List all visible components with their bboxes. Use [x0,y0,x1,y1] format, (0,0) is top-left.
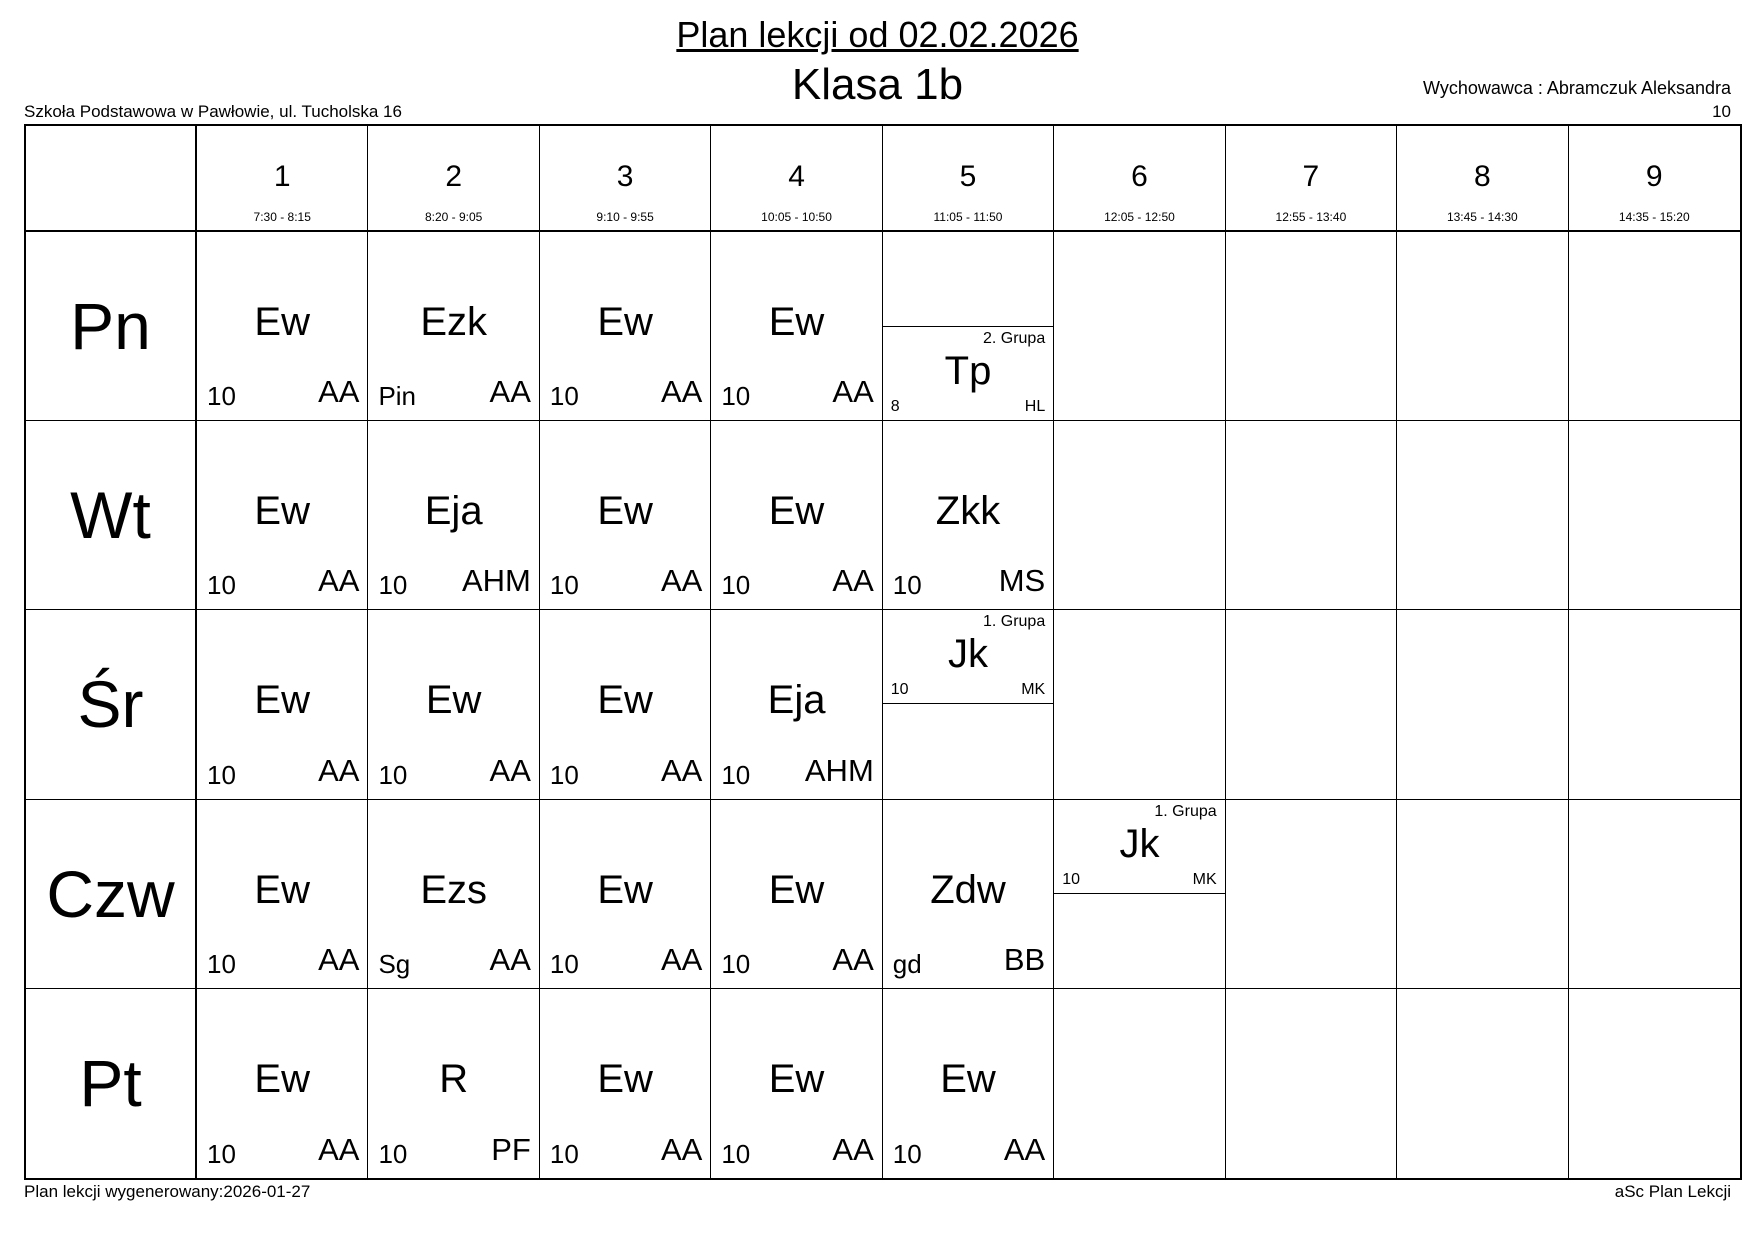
lesson-cell [1054,610,1225,799]
period-number: 6 [1131,160,1148,193]
teacher: AA [318,563,360,599]
teacher: AA [318,1131,360,1167]
room: 10 [207,948,236,979]
lesson-cell [1226,800,1397,989]
room: 10 [207,1138,236,1169]
period-header [1054,126,1225,232]
teacher: HL [1024,398,1046,416]
lesson-cell[interactable] [883,989,1054,1178]
subject: Ew [597,1056,653,1101]
room: 10 [721,1138,751,1169]
homeroom-teacher: Wychowawca : Abramczuk Aleksandra [1423,78,1731,98]
teacher: PF [491,1131,531,1167]
lesson-cell[interactable] [883,610,1054,799]
teacher: AA [318,941,360,977]
school-name: Szkoła Podstawowa w Pawłowie, ul. Tucholska 16 [24,102,402,121]
timetable-grid [24,124,1742,1180]
day-name: Czw [46,856,175,931]
room: 10 [378,570,408,601]
subject: Zdw [930,867,1006,912]
teacher: AA [660,941,703,977]
teacher: AA [489,752,531,788]
room: 10 [890,681,909,699]
subject: Ew [254,1056,310,1101]
lesson-cell [1569,421,1740,610]
period-header [368,126,539,232]
lesson-cell[interactable] [368,800,539,989]
room: 10 [207,570,236,601]
room: 10 [721,570,751,601]
period-time: 7:30 - 8:15 [253,210,311,224]
lesson-cell[interactable] [711,800,882,989]
room: 10 [378,1138,408,1169]
subject: R [439,1056,469,1101]
lesson-cell [1397,800,1568,989]
lesson-cell[interactable] [197,232,368,421]
teacher: AA [660,1131,703,1167]
lesson-cell [1054,989,1225,1178]
period-number: 9 [1645,160,1663,193]
subject: Ew [768,489,825,534]
subject: Ew [597,489,653,534]
lesson-cell [1397,989,1568,1178]
lesson-cell [1054,232,1225,421]
subject: Ew [597,678,653,723]
lesson-cell [1397,421,1568,610]
subject: Ew [254,867,310,912]
room: 10 [721,948,751,979]
teacher: AA [660,563,703,599]
lesson-cell[interactable] [711,421,882,610]
period-time: 14:35 - 15:20 [1618,210,1690,224]
page-title: Plan lekcji od 02.02.2026 [676,14,1079,55]
subject: Tp [944,349,992,394]
teacher: AA [660,374,703,410]
subject: Eja [424,489,483,534]
period-time: 13:45 - 14:30 [1446,210,1518,224]
period-header [1569,126,1740,232]
teacher: AA [832,941,874,977]
room: 10 [549,570,579,601]
group-lesson[interactable] [1054,800,1224,894]
lesson-cell[interactable] [883,800,1054,989]
period-number: 2 [445,160,462,193]
room: 10 [1062,870,1081,888]
room: 10 [207,381,236,412]
teacher: AA [318,752,360,788]
lesson-cell [1226,610,1397,799]
group-label: 1. Grupa [982,613,1046,631]
half-slot-bottom [883,705,1053,799]
teacher: AA [489,941,531,977]
subject: Ew [597,867,653,912]
lesson-cell[interactable] [197,421,368,610]
teacher: AA [489,374,531,410]
subject: Ew [768,1056,825,1101]
period-time: 12:05 - 12:50 [1104,210,1175,224]
lesson-cell[interactable] [197,800,368,989]
subject: Ew [254,489,310,534]
room: 10 [892,570,922,601]
period-header [540,126,711,232]
lesson-cell[interactable] [540,232,711,421]
lesson-cell [1397,610,1568,799]
lesson-cell[interactable] [368,610,539,799]
period-header [1226,126,1397,232]
teacher: AHM [461,563,531,599]
period-number: 7 [1302,160,1320,193]
lesson-cell [1397,232,1568,421]
period-time: 10:05 - 10:50 [761,210,832,224]
room: 10 [549,948,579,979]
subject: Jk [1119,821,1160,866]
subject: Jk [947,632,988,677]
teacher: BB [1003,941,1046,977]
period-header [197,126,368,232]
lesson-cell [1569,232,1740,421]
teacher: AA [832,1131,874,1167]
room: 10 [549,381,579,412]
lesson-cell[interactable] [711,989,882,1178]
day-label-cell [26,610,197,799]
teacher: MK [1021,681,1046,699]
lesson-cell[interactable] [711,232,882,421]
subject: Ew [597,300,653,344]
lesson-cell [1226,421,1397,610]
subject: Zkk [935,489,1001,534]
lesson-cell[interactable] [540,610,711,799]
lesson-cell[interactable] [883,421,1054,610]
period-number: 1 [273,160,291,193]
lesson-cell[interactable] [197,610,368,799]
subject: Ew [254,300,310,344]
teacher: MK [1192,870,1217,888]
period-header [883,126,1054,232]
group-label: 2. Grupa [982,330,1046,348]
lesson-cell [1226,232,1397,421]
period-time: 9:10 - 9:55 [596,210,654,224]
teacher: AA [832,374,874,410]
room: Sg [378,948,411,979]
day-label-cell [26,989,197,1178]
group-label: 1. Grupa [1154,802,1217,820]
app-name: aSc Plan Lekcji [1614,1182,1731,1201]
group-lesson[interactable] [883,610,1053,704]
period-number: 4 [788,160,805,193]
class-name: Klasa 1b [791,60,964,109]
lesson-cell[interactable] [883,232,1054,421]
room: 10 [207,759,236,790]
subject: Eja [767,678,826,723]
teacher: AA [318,374,360,410]
teacher: AHM [804,752,874,788]
period-time: 8:20 - 9:05 [424,210,483,224]
subject: Ew [768,867,825,912]
subject: Ew [254,678,310,723]
day-label-cell [26,421,197,610]
period-header [1397,126,1568,232]
day-name: Śr [77,667,144,742]
half-slot-bottom [1054,894,1224,988]
teacher: AA [832,563,874,599]
lesson-cell [1569,989,1740,1178]
period-number: 8 [1473,160,1491,193]
room: 8 [890,398,900,416]
lesson-cell [1569,610,1740,799]
room: Pin [378,381,417,412]
period-time: 12:55 - 13:40 [1275,210,1347,224]
homeroom-room: 10 [1712,102,1731,121]
teacher: MS [998,563,1046,599]
lesson-cell [1054,421,1225,610]
lesson-cell[interactable] [1054,800,1225,989]
generated-date: Plan lekcji wygenerowany:2026-01-27 [24,1182,311,1201]
subject: Ew [940,1056,996,1101]
lesson-cell[interactable] [368,232,539,421]
period-time: 11:05 - 11:50 [933,210,1003,224]
teacher: AA [1003,1131,1046,1167]
subject: Ezs [420,867,487,912]
lesson-cell[interactable] [368,989,539,1178]
room: 10 [378,759,408,790]
room: 10 [549,1138,579,1169]
subject: Ezk [420,300,487,344]
lesson-cell[interactable] [711,610,882,799]
room: gd [892,948,922,979]
room: 10 [892,1138,922,1169]
room: 10 [549,759,579,790]
half-slot-top [883,232,1053,326]
period-number: 3 [616,160,634,193]
lesson-cell[interactable] [540,800,711,989]
lesson-cell[interactable] [197,989,368,1178]
corner-cell [26,126,197,232]
period-header [711,126,882,232]
day-label-cell [26,232,197,421]
lesson-cell[interactable] [540,421,711,610]
teacher: AA [660,752,703,788]
day-name: Pn [70,289,151,364]
lesson-cell[interactable] [540,989,711,1178]
subject: Ew [425,678,482,723]
day-label-cell [26,800,197,989]
day-name: Pt [79,1046,142,1121]
room: 10 [721,381,751,412]
lesson-cell [1569,800,1740,989]
lesson-cell[interactable] [368,421,539,610]
group-lesson[interactable] [883,326,1053,420]
subject: Ew [768,300,825,344]
period-number: 5 [959,160,977,193]
day-name: Wt [70,478,151,553]
room: 10 [721,759,751,790]
lesson-cell [1226,989,1397,1178]
